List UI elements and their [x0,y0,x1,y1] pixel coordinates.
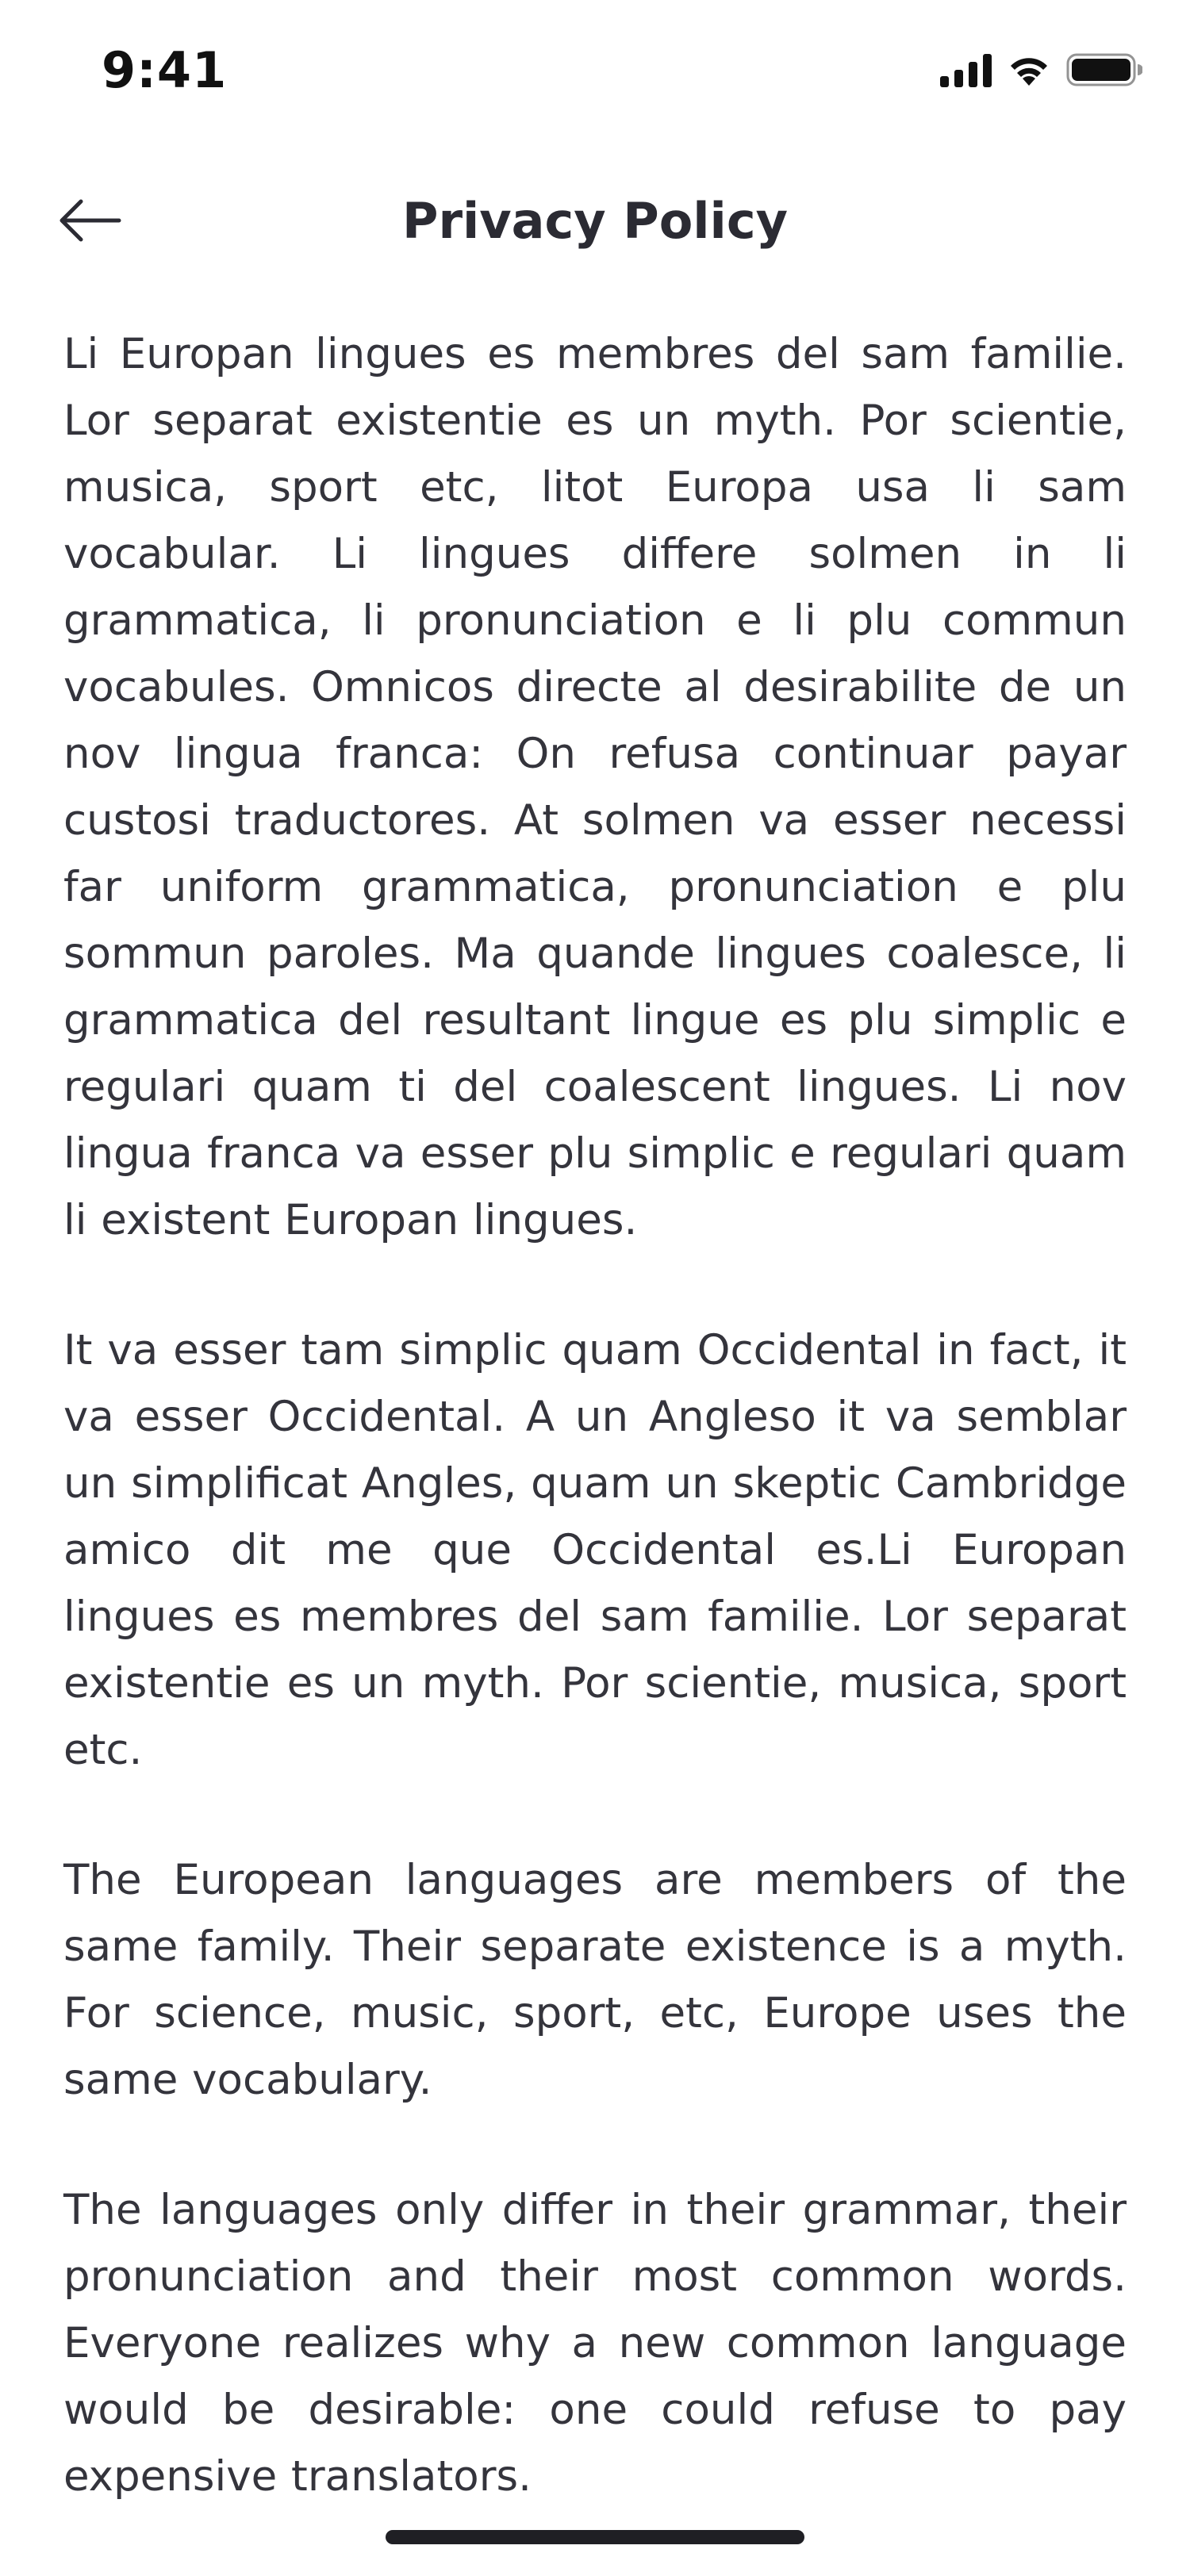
policy-content [63,321,1127,2574]
cellular-signal-icon [940,52,992,87]
status-icons [940,52,1142,87]
policy-paragraph: Li Europan lingues es membres del sam familie. Lor separat existentie es un myth. Por scientie, musica, sport etc, litot Europa usa li sam vocabular. Li lingues differe solmen in li grammatica, li pronunciation e li plu commun vocabules. Omnicos directe al desirabilite de un nov lingua franca: On refusa continuar payar custosi traductores. At solmen va esser necessi far uniform grammatica, pronunciation e plu sommun paroles. Ma quande lingues coalesce, li grammatica del resultant lingue es plu simplic e regulari quam ti del coalescent lingues. Li nov lingua franca va esser plu simplic e regulari quam li existent Europan lingues. [63,330,1127,1244]
status-time: 9:41 [102,41,228,99]
status-bar [0,0,1190,143]
header [0,174,1190,270]
home-indicator[interactable] [386,2530,804,2544]
battery-icon [1066,52,1142,87]
policy-paragraph: The languages only differ in their grammar, their pronunciation and their most common words. Everyone realizes why a new common language would be desirable: one could refuse to pay expensive translators. [63,2186,1127,2501]
policy-paragraph: The European languages are members of the same family. Their separate existence is a myth. For science, music, sport, etc, Europe uses the same vocabulary. [63,1856,1127,2104]
policy-paragraph: It va esser tam simplic quam Occidental in fact, it va esser Occidental. A un Angleso it va semblar un simplificat Angles, quam un skeptic Cambridge amico dit me que Occidental es.Li Europan lingues es membres del sam familie. Lor separat existentie es un myth. Por scientie, musica, sport etc. [63,1326,1127,1774]
page-title: Privacy Policy [402,192,788,250]
wifi-icon [1006,52,1052,87]
